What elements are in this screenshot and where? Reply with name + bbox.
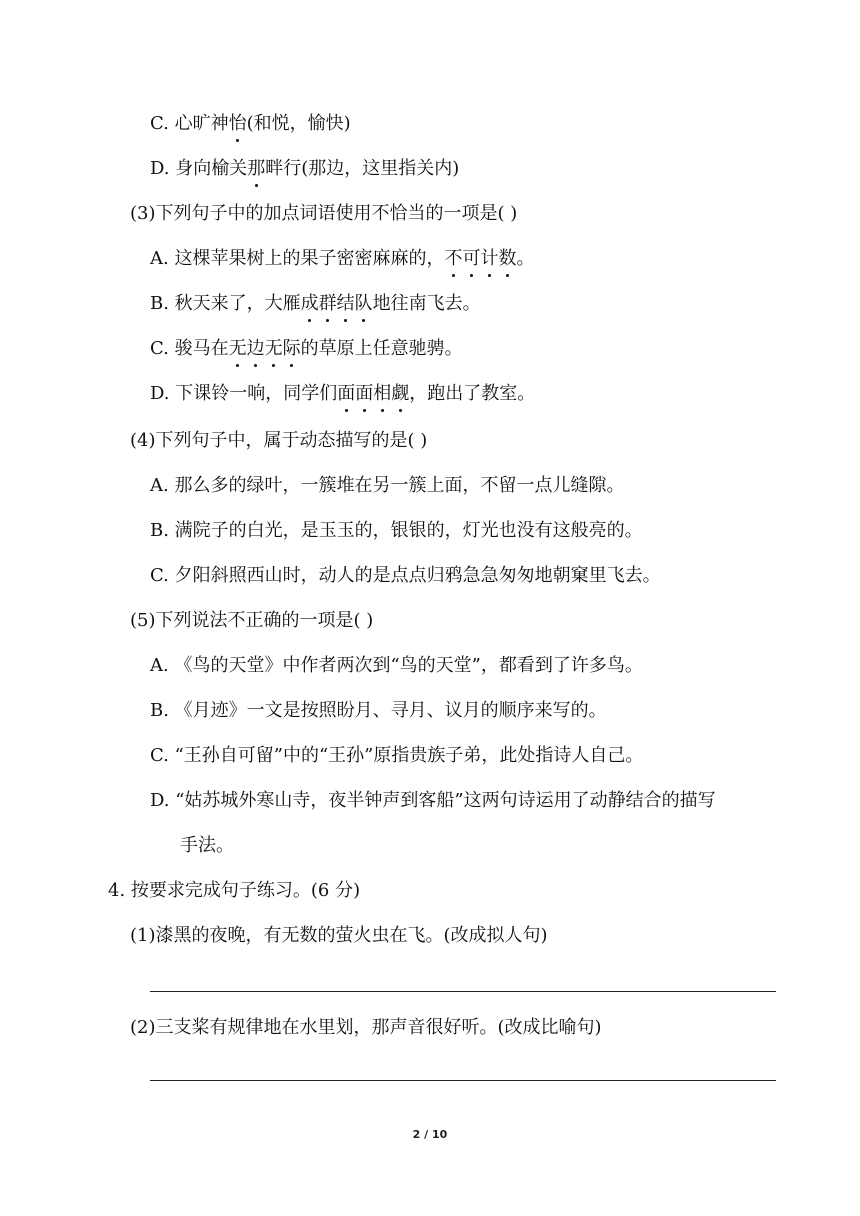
dotted-char: 无: [229, 336, 247, 362]
answer-line-1[interactable]: [150, 991, 776, 992]
dotted-char: 成: [301, 291, 319, 317]
q4-option-b: B. 满院子的白光，是玉玉的，银银的，灯光也没有这般亮的。: [150, 520, 643, 541]
dotted-char: 际: [283, 336, 301, 362]
dotted-char: 无: [265, 336, 283, 362]
dotted-char: 边: [247, 336, 265, 362]
q2-option-c: [150, 111, 351, 137]
q3-stem: (3)下列句子中的加点词语使用不恰当的一项是( ): [130, 203, 518, 224]
dotted-char: 可: [462, 246, 480, 272]
dotted-char: 数: [498, 246, 516, 272]
dotted-char: 觑: [391, 381, 409, 407]
dotted-char: 计: [480, 246, 498, 272]
q4-option-a: A. 那么多的绿叶，一簇堆在另一簇上面，不留一点儿缝隙。: [150, 475, 625, 496]
dotted-char: 那: [247, 156, 265, 182]
option-text: D. 下课铃一响，同学们: [150, 383, 338, 404]
q3-option-d: [150, 381, 535, 407]
section-4-title: 4. 按要求完成句子练习。(6 分): [108, 880, 361, 901]
section-4-item-2: (2)三支桨有规律地在水里划，那声音很好听。(改成比喻句): [130, 1017, 602, 1038]
q5-option-a: A. 《鸟的天堂》中作者两次到“鸟的天堂”，都看到了许多鸟。: [150, 655, 643, 676]
dotted-char: 不: [444, 246, 462, 272]
dotted-char: 群: [319, 291, 337, 317]
answer-line-2[interactable]: [150, 1080, 776, 1081]
option-text: A. 这棵苹果树上的果子密密麻麻的，: [150, 248, 445, 269]
dotted-char: 结: [337, 291, 355, 317]
q3-option-b: [150, 291, 481, 317]
q5-option-d: D. “姑苏城外寒山寺，夜半钟声到客船”这两句诗运用了动静结合的描写: [150, 790, 716, 811]
dotted-char: 队: [355, 291, 373, 317]
option-text: B. 秋天来了，大雁: [150, 293, 301, 314]
q5-option-c: C. “王孙自可留”中的“王孙”原指贵族子弟，此处指诗人自己。: [150, 745, 644, 766]
q4-option-c: C. 夕阳斜照西山时，动人的是点点归鸦急急匆匆地朝窠里飞去。: [150, 565, 661, 586]
option-text: D. 身向榆关: [150, 158, 248, 179]
dotted-char: 面: [355, 381, 373, 407]
option-text-end: ，跑出了教室。: [409, 383, 536, 404]
q5-option-b: B. 《月迹》一文是按照盼月、寻月、议月的顺序来写的。: [150, 700, 607, 721]
dotted-char: 相: [373, 381, 391, 407]
option-gloss: (和悦，愉快): [246, 113, 351, 134]
page-number: 2 / 10: [412, 1128, 448, 1141]
q4-stem: (4)下列句子中，属于动态描写的是( ): [130, 430, 428, 451]
q2-option-d: [150, 156, 459, 182]
dotted-char: 面: [337, 381, 355, 407]
option-text-end: 的草原上任意驰骋。: [300, 338, 463, 359]
option-gloss: 畔行(那边，这里指关内): [265, 158, 460, 179]
option-text: C. 骏马在: [150, 338, 229, 359]
q5-option-d-continuation: 手法。: [180, 835, 234, 856]
section-4-item-1: (1)漆黑的夜晚，有无数的萤火虫在飞。(改成拟人句): [130, 925, 548, 946]
dotted-char: 怡: [229, 111, 247, 137]
option-text-end: 。: [516, 248, 535, 269]
q3-option-c: [150, 336, 463, 362]
option-text-end: 地往南飞去。: [372, 293, 481, 314]
q5-stem: (5)下列说法不正确的一项是( ): [130, 610, 374, 631]
q3-option-a: [150, 246, 534, 272]
option-text: C. 心旷神: [150, 113, 229, 134]
